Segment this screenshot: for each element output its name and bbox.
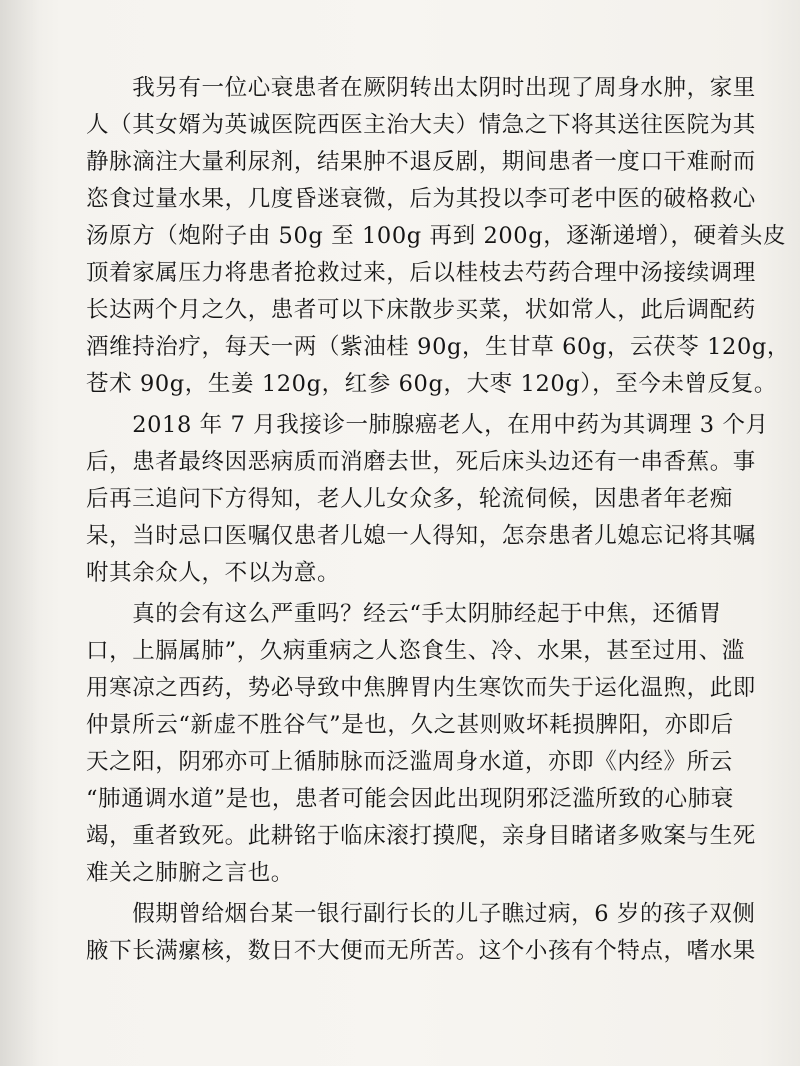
text-line: 呆，当时忌口医嘱仅患者儿媳一人得知，怎奈患者儿媳忘记将其嘱: [86, 523, 756, 549]
text-line: 人（其女婿为英诚医院西医主治大夫）情急之下将其送往医院为其: [86, 112, 756, 138]
text-line: 真的会有这么严重吗？经云“手太阴肺经起于中焦，还循胃: [86, 601, 722, 627]
body-text: [86, 70, 790, 970]
text-line: 静脉滴注大量利尿剂，结果肿不退反剧，期间患者一度口干难耐而: [86, 149, 756, 175]
text-line: 长达两个月之久，患者可以下床散步买菜，状如常人，此后调配药: [86, 297, 756, 323]
text-line: 难关之肺腑之言也。: [86, 860, 294, 886]
text-line: 假期曾给烟台某一银行副行长的儿子瞧过病，6 岁的孩子双侧: [86, 901, 756, 927]
text-line: 顶着家属压力将患者抢救过来，后以桂枝去芍药合理中汤接续调理: [86, 260, 756, 286]
paragraph-1: [86, 70, 790, 403]
text-line: 2018 年 7 月我接诊一肺腺癌老人，在用中药为其调理 3 个月: [86, 412, 769, 438]
text-line: “肺通调水道”是也，患者可能会因此出现阴邪泛滥所致的心肺衰: [86, 786, 734, 812]
text-line: 后再三追问下方得知，老人儿女众多，轮流伺候，因患者年老痴: [86, 486, 733, 512]
text-line: 咐其余众人，不以为意。: [86, 560, 341, 586]
paragraph-3: [86, 596, 756, 892]
page-gutter-shadow: [0, 0, 40, 1066]
paragraph-4: [86, 896, 756, 970]
text-line: 恣食过量水果，几度昏迷衰微，后为其投以李可老中医的破格救心: [86, 186, 756, 212]
text-line: 我另有一位心衰患者在厥阴转出太阴时出现了周身水肿，家里: [86, 75, 756, 101]
text-line: 酒维持治疗，每天一两（紫油桂 90g，生甘草 60g，云茯苓 120g，: [86, 334, 790, 360]
text-line: 竭，重者致死。此耕铭于临床滚打摸爬，亲身目睹诸多败案与生死: [86, 823, 756, 849]
text-line: 腋下长满瘰核，数日不大便而无所苦。这个小孩有个特点，嗜水果: [86, 938, 756, 964]
text-line: 苍术 90g，生姜 120g，红参 60g，大枣 120g），至今未曾反复。: [86, 371, 777, 397]
text-line: 天之阳，阴邪亦可上循肺脉而泛滥周身水道，亦即《内经》所云: [86, 749, 733, 775]
text-line: 用寒凉之西药，势必导致中焦脾胃内生寒饮而失于运化温煦，此即: [86, 675, 756, 701]
text-line: 仲景所云“新虚不胜谷气”是也，久之甚则败坏耗损脾阳，亦即后: [86, 712, 734, 738]
text-line: 口，上膈属肺”，久病重病之人恣食生、冷、水果，甚至过用、滥: [86, 638, 745, 664]
text-line: 汤原方（炮附子由 50g 至 100g 再到 200g，逐渐递增），硬着头皮: [86, 223, 787, 249]
paragraph-2: [86, 407, 769, 592]
text-line: 后，患者最终因恶病质而消磨去世，死后床头边还有一串香蕉。事: [86, 449, 756, 475]
